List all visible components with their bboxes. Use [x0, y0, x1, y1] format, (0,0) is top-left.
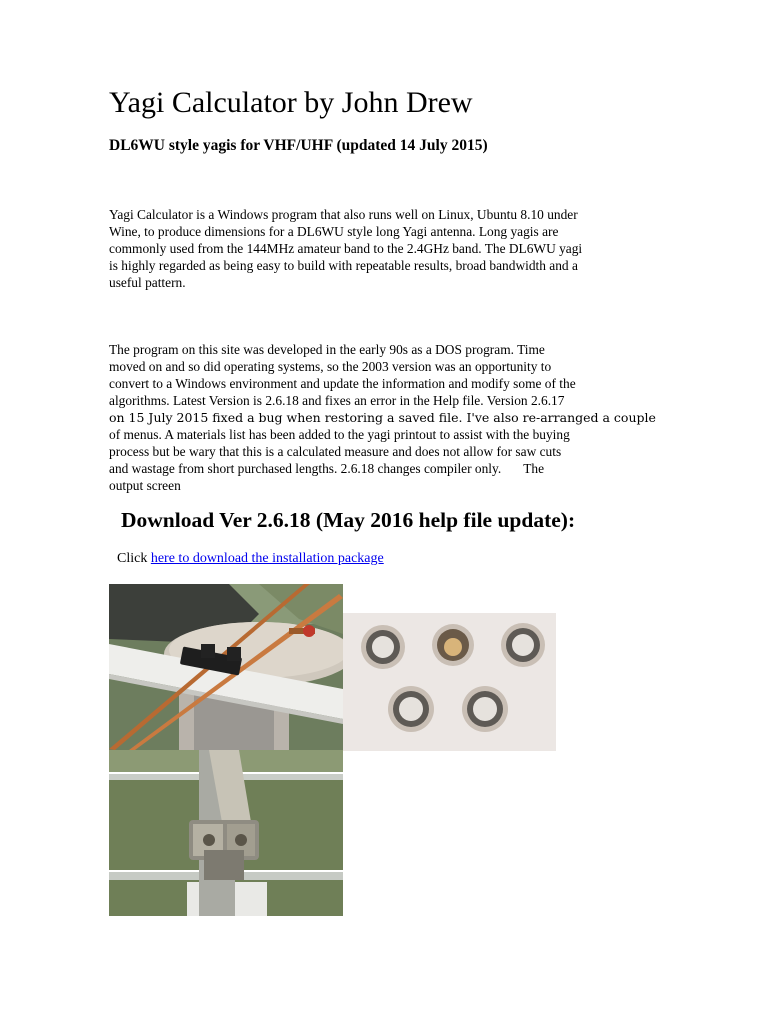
click-prefix: Click [117, 551, 151, 566]
paragraph-line: process but be wary that this is a calculated measure and does not allow for saw cuts [109, 444, 562, 459]
paragraph-line: moved on and so did operating systems, so the 2003 version was an opportunity to [109, 359, 552, 374]
page-subtitle: DL6WU style yagis for VHF/UHF (updated 14 July 2015) [109, 137, 488, 154]
download-heading: Download Ver 2.6.18 (May 2016 help file update): [121, 508, 576, 532]
paragraph-line: of menus. A materials list has been added to the yagi printout to assist with the buying [109, 427, 570, 442]
paragraph-text-alt-font: on 15 July 2015 fixed a bug when restoring a saved file. [109, 410, 463, 425]
driven-element-photo [109, 750, 343, 916]
paragraph-line-mixed [109, 460, 669, 477]
paragraph-line: useful pattern. [109, 275, 186, 290]
intro-paragraph [109, 206, 669, 291]
paragraph-line: is highly regarded as being easy to build with repeatable results, broad bandwidth and a [109, 258, 578, 273]
download-link[interactable]: here to download the installation package [150, 551, 384, 566]
paragraph-line: Wine, to produce dimensions for a DL6WU style long Yagi antenna. Long yagis are [109, 224, 559, 239]
paragraph-line: commonly used from the 144MHz amateur band to the 2.4GHz band. The DL6WU yagi [109, 241, 583, 256]
page-title: Yagi Calculator by John Drew [109, 86, 473, 119]
paragraph-line: The program on this site was developed in the early 90s as a DOS program. Time [109, 342, 545, 357]
paragraph-line: convert to a Windows environment and update the information and modify some of the [109, 376, 576, 391]
antenna-boom-photo [109, 584, 343, 750]
grommets-photo [343, 613, 556, 751]
paragraph-text: and wastage from short purchased lengths. 2.6.18 changes compiler only. [109, 461, 502, 476]
paragraph-text: The [523, 461, 545, 476]
paragraph-line-mixed [109, 409, 669, 426]
paragraph-line: Yagi Calculator is a Windows program that also runs well on Linux, Ubuntu 8.10 under [109, 207, 578, 222]
history-paragraph [109, 341, 669, 494]
download-line [117, 551, 384, 567]
paragraph-line: algorithms. Latest Version is 2.6.18 and fixes an error in the Help file. Version 2.6.17 [109, 393, 565, 408]
paragraph-text-alt-font: I've also re-arranged a couple [462, 410, 656, 425]
paragraph-line: output screen [109, 478, 181, 493]
